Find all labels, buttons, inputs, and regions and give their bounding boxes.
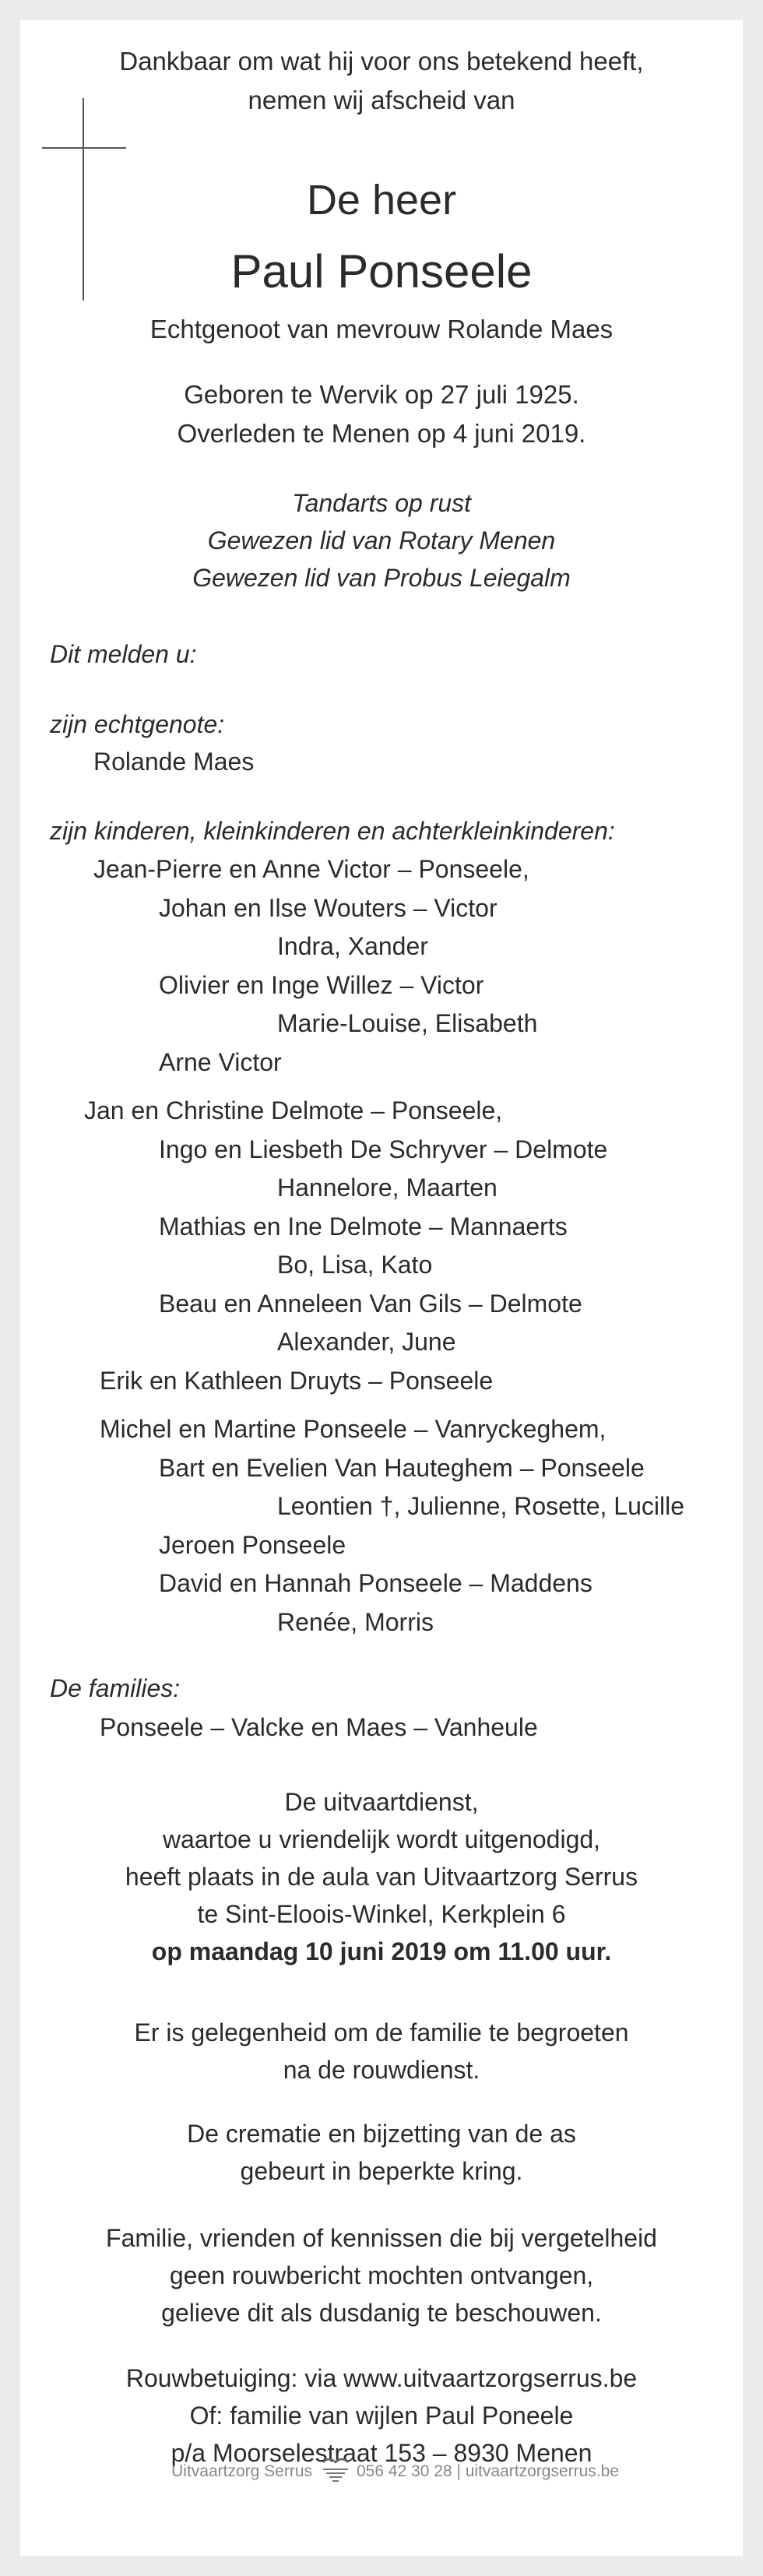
- service-line: heeft plaats in de aula van Uitvaartzorg Serrus: [125, 1863, 638, 1891]
- family-line: Hannelore, Maarten: [277, 1174, 498, 1202]
- birth-death-dates: [20, 375, 743, 453]
- notice-line: geen rouwbericht mochten ontvangen,: [169, 2261, 594, 2289]
- spouse-name: Rolande Maes: [93, 748, 255, 776]
- families-heading: De families:: [50, 1674, 181, 1702]
- condolence-line: p/a Moorselestraat 153 – 8930 Menen: [171, 2439, 592, 2467]
- family-line: David en Hannah Ponseele – Maddens: [159, 1569, 592, 1597]
- notice-line: gelieve dit als dusdanig te beschouwen.: [161, 2299, 602, 2327]
- family-line: Leontien †, Julienne, Rosette, Lucille: [277, 1492, 685, 1520]
- family-line: Michel en Martine Ponseele – Vanryckeghem,: [100, 1415, 607, 1443]
- seagull-logo-icon: [320, 2451, 351, 2486]
- family-line: Ingo en Liesbeth De Schryver – Delmote: [159, 1135, 608, 1163]
- spouse-line: Echtgenoot van mevrouw Rolande Maes: [149, 315, 614, 343]
- family-line: Indra, Xander: [277, 932, 428, 960]
- service-info: [20, 1783, 743, 1970]
- notice-line: Familie, vrienden of kennissen die bij vergetelheid: [106, 2224, 657, 2252]
- family-line: Jeroen Ponseele: [159, 1531, 346, 1559]
- announcement: Dit melden u:: [50, 640, 197, 668]
- greeting-info: [20, 2014, 743, 2089]
- roles: [20, 484, 743, 596]
- family-line: Olivier en Inge Willez – Victor: [159, 971, 484, 999]
- family-line: Johan en Ilse Wouters – Victor: [159, 894, 498, 922]
- family-line: Marie-Louise, Elisabeth: [277, 1009, 538, 1037]
- footer: [20, 2448, 743, 2495]
- service-line: waartoe u vriendelijk wordt uitgenodigd,: [162, 1825, 601, 1853]
- family-line: Arne Victor: [159, 1048, 282, 1076]
- intro-text: [20, 42, 743, 120]
- cremation-line: De crematie en bijzetting van de as: [187, 2120, 576, 2148]
- family-line: Bart en Evelien Van Hauteghem – Ponseele: [159, 1454, 645, 1482]
- family-line: Jan en Christine Delmote – Ponseele,: [84, 1096, 503, 1124]
- role-line: Gewezen lid van Probus Leiegalm: [192, 564, 571, 592]
- service-line: te Sint-Eloois-Winkel, Kerkplein 6: [197, 1900, 566, 1928]
- service-line: De uitvaartdienst,: [284, 1788, 479, 1816]
- honorific: De heer: [306, 177, 457, 223]
- family-line: Jean-Pierre en Anne Victor – Ponseele,: [93, 855, 529, 883]
- role-line: Gewezen lid van Rotary Menen: [207, 526, 556, 554]
- death-line: Overleden te Menen op 4 juni 2019.: [177, 419, 586, 448]
- greeting-line: na de rouwdienst.: [283, 2056, 480, 2084]
- greeting-line: Er is gelegenheid om de familie te begroeten: [134, 2018, 629, 2046]
- cremation-info: [20, 2115, 743, 2190]
- family-line: Beau en Anneleen Van Gils – Delmote: [159, 1290, 582, 1318]
- family-line: Renée, Morris: [277, 1608, 434, 1636]
- condolence-line: Rouwbetuiging: via www.uitvaartzorgserrus.be: [125, 2364, 638, 2392]
- cross-icon-horizontal: [42, 147, 126, 149]
- footer-contact: 056 42 30 28 | uitvaartzorgserrus.be: [357, 2462, 619, 2480]
- family-line: Bo, Lisa, Kato: [277, 1251, 433, 1279]
- families-names: Ponseele – Valcke en Maes – Vanheule: [100, 1713, 538, 1741]
- children-heading: zijn kinderen, kleinkinderen en achterkleinkinderen:: [50, 817, 615, 845]
- intro-line: Dankbaar om wat hij voor ons betekend heeft,: [119, 47, 644, 76]
- birth-line: Geboren te Wervik op 27 juli 1925.: [184, 380, 579, 409]
- notice-info: [20, 2219, 743, 2331]
- cremation-line: gebeurt in beperkte kring.: [240, 2157, 523, 2185]
- role-line: Tandarts op rust: [291, 489, 472, 517]
- condolence-line: Of: familie van wijlen Paul Poneele: [189, 2402, 574, 2430]
- family-line: Erik en Kathleen Druyts – Ponseele: [100, 1367, 494, 1395]
- intro-line: nemen wij afscheid van: [248, 86, 515, 114]
- deceased-name: Paul Ponseele: [230, 245, 533, 297]
- family-line: Mathias en Ine Delmote – Mannaerts: [159, 1212, 568, 1240]
- service-date: op maandag 10 juni 2019 om 11.00 uur.: [151, 1937, 612, 1965]
- family-line: Alexander, June: [277, 1328, 456, 1356]
- footer-company: Uitvaartzorg Serrus: [171, 2462, 312, 2480]
- spouse-heading: zijn echtgenote:: [50, 710, 225, 738]
